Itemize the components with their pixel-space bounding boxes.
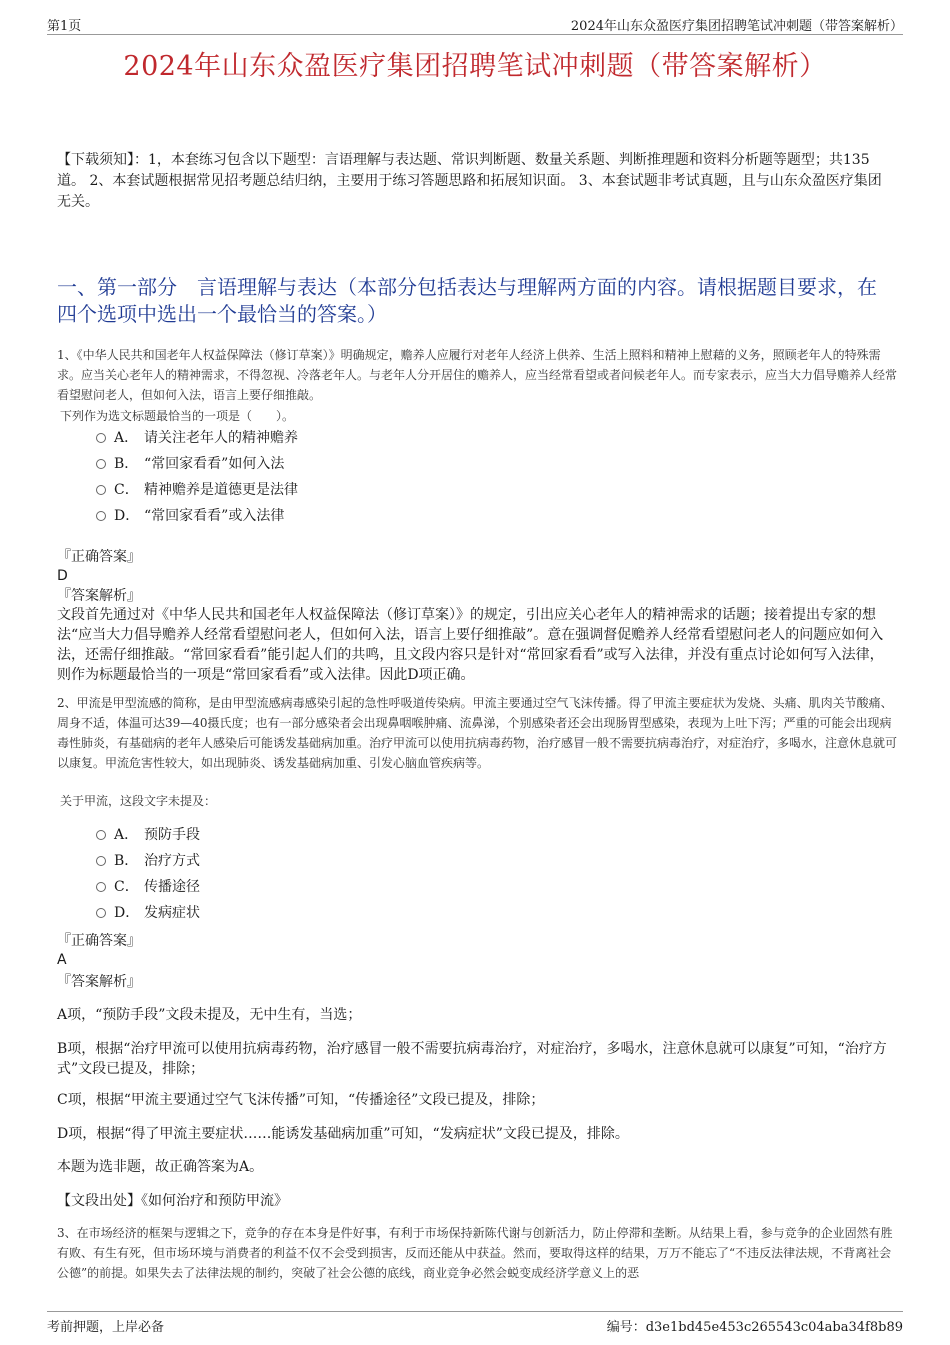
question-2-analysis-a: A项，“预防手段”文段未提及，无中生有，当选； [57,1007,362,1023]
question-2-source: 【文段出处】《如何治疗和预防甲流》 [57,1193,288,1209]
question-1-option-a[interactable]: A． 请关注老年人的精神赡养 [96,428,298,448]
question-1-answer-label: 『正确答案』 [57,549,141,565]
footer-slogan: 考前押题，上岸必备 [47,1320,165,1335]
question-1-analysis: 文段首先通过对《中华人民共和国老年人权益保障法（修订草案）》的规定，引出应关心老年人的精神需求的话题；接着提出专家的想法“应当大力倡导赡养人经常看望慰问老人，但如何入法，语言上要仔细推敲”。意在强调督促赡养人经常看望慰问老人的问题应如何入法，还需仔细推敲。“常回家看看”能引起人们的共鸣，且文段内容只是针对“常回家看看”或写入法律，并没有重点讨论如何写入法律，则作为标题最恰当的一项是“常回家看看”或入法律。因此D项正确。 [57,607,884,683]
radio-icon[interactable] [96,856,106,866]
question-1-text: 1、《中华人民共和国老年人权益保障法（修订草案）》明确规定，赡养人应履行对老年人经济上供养、生活上照料和精神上慰藉的义务，照顾老年人的特殊需求。应当关心老年人的精神需求，不得忽视、冷落老年人。与老年人分开居住的赡养人，应当经常看望或者问候老年人。而专家表示，应当大力倡导赡养人经常看望慰问老人，但如何入法，语言上要仔细推敲。 [57,348,898,402]
footer-serial: 编号：d3e1bd45e453c265543c04aba34f8b89 [606,1320,903,1335]
download-notice: 【下载须知】：1，本套练习包含以下题型：言语理解与表达题、常识判断题、数量关系题、判断推理题和资料分析题等题型；共135道。 2、本套试题根据常见招考题总结归纳，主要用于练习答题思路和拓展知识面。 3、本套试题非考试真题，且与山东众盈医疗集团无关。 [57,152,882,210]
question-1-option-d[interactable]: D． “常回家看看”或入法律 [96,506,284,526]
question-2-analysis-label: 『答案解析』 [57,974,141,990]
question-2-option-d[interactable]: D． 发病症状 [96,903,200,923]
section-heading: 一、第一部分 言语理解与表达（本部分包括表达与理解两方面的内容。请根据题目要求，在四个选项中选出一个最恰当的答案。） [57,275,877,326]
question-2-analysis-c: C项，根据“甲流主要通过空气飞沫传播”可知，“传播途径”文段已提及，排除； [57,1092,545,1108]
question-1-analysis-label: 『答案解析』 [57,588,141,604]
question-1-answer: D [57,568,68,584]
radio-icon[interactable] [96,882,106,892]
question-1-option-c[interactable]: C． 精神赡养是道德更是法律 [96,480,298,500]
header-doc-title: 2024年山东众盈医疗集团招聘笔试冲刺题（带答案解析） [570,19,903,34]
question-2-conclusion: 本题为选非题，故正确答案为A。 [57,1159,264,1175]
page-footer [47,1311,903,1335]
question-3-text: 3、在市场经济的框架与逻辑之下，竞争的存在本身是件好事，有利于市场保持新陈代谢与创新活力，防止停滞和垄断。从结果上看，参与竞争的企业固然有胜有败、有生有死，但市场环境与消费者的利益不仅不会受到损害，反而还能从中获益。然而，要取得这样的结果，万万不能忘了“不违反法律法规，不背离社会公德”的前提。如果失去了法律法规的制约，突破了社会公德的底线，商业竞争必然会蜕变成经济学意义上的恶 [57,1226,893,1280]
question-2-text: 2、甲流是甲型流感的简称，是由甲型流感病毒感染引起的急性呼吸道传染病。甲流主要通过空气飞沫传播。得了甲流主要症状为发烧、头痛、肌肉关节酸痛、周身不适，体温可达39—40摄氏度；也有一部分感染者会出现鼻咽喉肿痛、流鼻涕，个别感染者还会出现肠胃型感染，表现为上吐下泻；严重的可能会出现病毒性肺炎，有基础病的老年人感染后可能诱发基础病加重。治疗甲流可以使用抗病毒药物，治疗感冒一般不需要抗病毒治疗，对症治疗，多喝水，注意休息就可以康复。甲流危害性较大，如出现肺炎、诱发基础病加重、引发心脑血管疾病等。 [57,696,898,770]
radio-icon[interactable] [96,433,106,443]
question-1-option-b[interactable]: B． “常回家看看”如何入法 [96,454,284,474]
page-number: 第1页 [47,19,82,34]
page-header [47,14,903,35]
radio-icon[interactable] [96,908,106,918]
radio-icon[interactable] [96,511,106,521]
question-1-stem: 下列作为选文标题最恰当的一项是（ ）。 [60,409,295,423]
question-2-answer: A [57,952,67,968]
radio-icon[interactable] [96,830,106,840]
question-2-answer-label: 『正确答案』 [57,933,141,949]
question-2-option-b[interactable]: B． 治疗方式 [96,851,200,871]
radio-icon[interactable] [96,485,106,495]
question-2-analysis-b: B项，根据“治疗甲流可以使用抗病毒药物，治疗感冒一般不需要抗病毒治疗，对症治疗，多喝水，注意休息就可以康复”可知，“治疗方式”文段已提及，排除； [57,1041,887,1077]
question-2-stem: 关于甲流，这段文字未提及： [60,794,217,808]
radio-icon[interactable] [96,459,106,469]
question-2-option-c[interactable]: C． 传播途径 [96,877,200,897]
question-2-analysis-d: D项，根据“得了甲流主要症状……能诱发基础病加重”可知，“发病症状”文段已提及，排除。 [57,1126,629,1142]
question-2-option-a[interactable]: A． 预防手段 [96,825,200,845]
page-title: 2024年山东众盈医疗集团招聘笔试冲刺题（带答案解析） [123,51,827,82]
